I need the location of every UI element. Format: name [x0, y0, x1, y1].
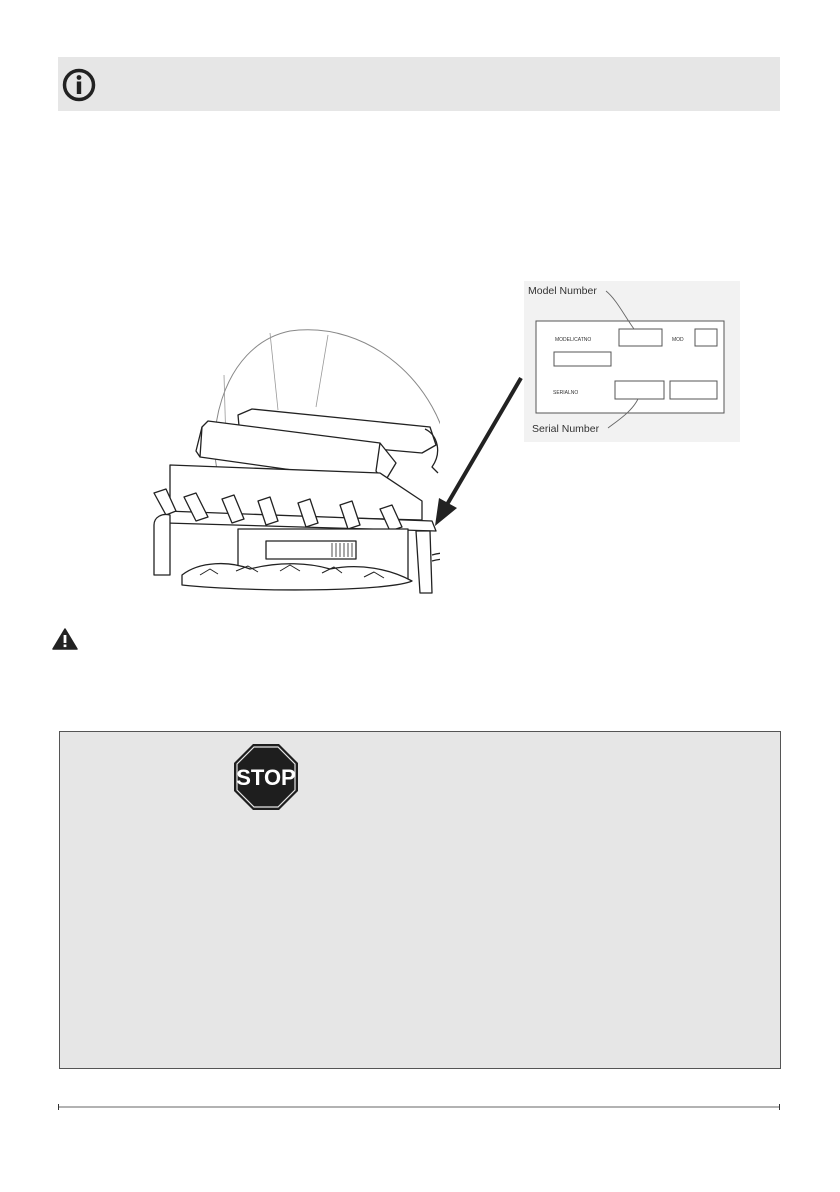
model-number-caption: Model Number: [528, 285, 597, 297]
footer-rule: [58, 1104, 780, 1110]
mod-field-label: MOD: [672, 337, 684, 343]
info-icon: [62, 68, 96, 102]
info-banner: [58, 57, 780, 111]
stop-sign-text: STOP: [236, 765, 296, 790]
stop-sign-icon: [233, 743, 299, 811]
serial-field-label: SERIALNO: [553, 390, 579, 396]
model-field-label: MODEL/CATNO: [555, 337, 592, 343]
stop-notice-box: [59, 731, 781, 1069]
rating-label-panel: [524, 281, 740, 442]
label-location-arrow: [425, 372, 525, 532]
electric-log-insert-drawing: [140, 325, 440, 597]
serial-number-caption: Serial Number: [532, 423, 600, 435]
warning-triangle-icon: [52, 628, 78, 650]
